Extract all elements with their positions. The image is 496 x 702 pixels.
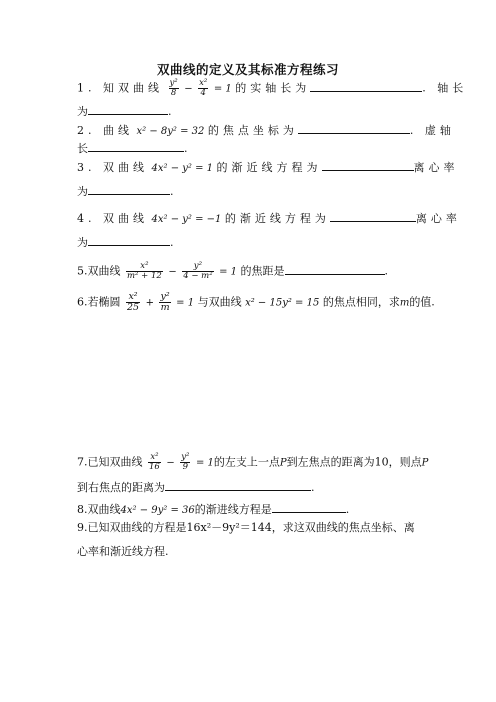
q2-end: . (184, 142, 188, 155)
question-7-line-2 (77, 480, 419, 495)
q1-minus: − (184, 83, 193, 95)
q1-fraction-2 (198, 79, 208, 98)
q4-equation: 4x² − y² = −1 (151, 214, 222, 225)
q7-variable-p: P (279, 457, 287, 469)
q6-text-1: 与双曲线 (197, 295, 242, 309)
q6-fraction-1 (126, 292, 140, 313)
q6-frac1-num: x² (126, 292, 140, 303)
q3-answer-blank-2[interactable] (88, 184, 170, 195)
q1-frac1-den: 8 (170, 88, 177, 98)
q3-equation: 4x² − y² = 1 (151, 163, 214, 174)
q7-equals: = 1 (195, 457, 214, 469)
q6-variable-m: m (399, 297, 410, 309)
q6-equals: = 1 (176, 297, 195, 309)
q3-prefix: 3. 双曲线 (77, 161, 148, 174)
q1-answer-blank-1[interactable] (310, 81, 422, 92)
q1-text-2: . 轴长 (422, 81, 468, 95)
q4-answer-blank-1[interactable] (330, 211, 416, 222)
q1-fraction-1 (169, 79, 179, 98)
q5-equals: = 1 (219, 266, 238, 278)
q6-prefix: 6.若椭圆 (77, 295, 121, 309)
q4-text-1: 的渐近线方程为 (224, 212, 330, 225)
q2-text-1: 的焦点坐标为 (207, 124, 298, 137)
q7-frac1-num: x² (148, 453, 161, 463)
q6-text-3: 的值. (409, 295, 435, 309)
q5-frac2-den: 4 − m² (183, 271, 213, 281)
q7-frac1-den: 16 (149, 462, 160, 472)
q7-prefix: 7.已知双曲线 (77, 455, 143, 469)
q5-answer-blank[interactable] (285, 264, 385, 275)
q8-prefix: 8.双曲线 (77, 503, 121, 516)
q5-frac2-num: y² (182, 262, 213, 272)
q1-answer-blank-2[interactable] (88, 104, 168, 115)
question-5 (77, 262, 419, 281)
question-9-line-1: 9.已知双曲线的方程是16x²－9y²＝144，求这双曲线的焦点坐标、离 (77, 521, 415, 534)
q6-frac1-den: 25 (127, 302, 140, 313)
q2-text-2: . 虚轴 (409, 124, 455, 137)
q2-equation: x² − 8y² = 32 (136, 126, 205, 137)
question-3-line-2 (77, 184, 419, 199)
q3-answer-blank-1[interactable] (322, 160, 414, 171)
q7-answer-blank[interactable] (165, 480, 311, 491)
question-2-line-1 (77, 123, 455, 139)
q4-end: . (170, 236, 174, 249)
q7-text-2: 到左焦点的距离为10，则点 (286, 455, 422, 469)
q1-frac2-num: x² (199, 78, 208, 88)
q7-minus: − (166, 457, 175, 469)
q4-prefix: 4. 双曲线 (77, 212, 148, 225)
question-9-line-2: 心率和渐近线方程. (77, 545, 169, 558)
q2-answer-blank-1[interactable] (298, 123, 410, 134)
q7-text-1: 的左支上一点 (213, 455, 280, 469)
q3-text-1: 的渐近线方程为 (216, 161, 322, 174)
question-4-line-2 (77, 235, 419, 250)
q6-frac2-num: y² (160, 291, 170, 302)
q2-answer-blank-2[interactable] (88, 141, 184, 152)
q8-text-1: 的渐进线方程是 (194, 503, 272, 516)
q7-end: . (311, 481, 315, 494)
q3-text-2: 离心率 (413, 161, 459, 174)
q8-end: . (345, 503, 350, 516)
q5-minus: − (168, 266, 177, 278)
question-7-line-1 (77, 452, 429, 472)
q5-text-1: 的焦距是 (240, 264, 285, 278)
page-title: 双曲线的定义及其标准方程练习 (156, 62, 339, 77)
q6-plus: + (145, 297, 154, 309)
q1-text-1: 的实轴长为 (235, 81, 311, 95)
q6-equation-2: x² − 15y² = 15 (245, 297, 320, 309)
question-6 (77, 291, 435, 313)
question-1-line-2 (77, 104, 419, 119)
q5-frac1-den: m² + 12 (127, 271, 162, 281)
question-2-line-2 (77, 141, 419, 156)
q1-line2-text: 为 (77, 105, 88, 118)
q4-line2-text: 为 (77, 236, 88, 249)
q5-fraction-2 (182, 262, 213, 281)
q1-frac1-num: y² (169, 78, 178, 88)
q5-end: . (384, 264, 389, 278)
q3-line2-text: 为 (77, 185, 88, 198)
q6-fraction-2 (159, 292, 170, 313)
q6-text-2: 的焦点相同，求 (322, 295, 400, 309)
q7-fraction-2 (180, 453, 190, 472)
q4-answer-blank-2[interactable] (88, 235, 170, 246)
q1-end: . (168, 105, 172, 118)
question-3-line-1 (77, 160, 459, 176)
q2-line2-text: 长 (77, 142, 88, 155)
q8-answer-blank[interactable] (272, 502, 346, 513)
q5-frac1-num: x² (126, 262, 163, 272)
question-1-line-1 (77, 78, 468, 98)
q7-line2-text: 到右焦点的距离为 (77, 481, 165, 494)
question-4-line-1 (77, 211, 461, 227)
q7-frac2-num: y² (181, 452, 190, 462)
q2-prefix: 2. 曲线 (77, 124, 133, 137)
q7-frac2-den: 9 (182, 462, 189, 472)
q3-end: . (170, 185, 174, 198)
q8-equation: 4x² − 9y² = 36 (120, 505, 195, 516)
q5-fraction-1 (126, 262, 163, 281)
q4-text-2: 离心率 (415, 212, 461, 225)
q1-equals: = 1 (213, 83, 232, 95)
q7-variable-p-2: P (421, 457, 429, 469)
q1-prefix: 1. 知双曲线 (77, 81, 163, 95)
q6-frac2-den: m (160, 302, 170, 313)
q1-frac2-den: 4 (200, 88, 206, 98)
q5-prefix: 5.双曲线 (77, 264, 121, 278)
question-8 (77, 502, 419, 518)
q7-fraction-1 (148, 453, 161, 472)
